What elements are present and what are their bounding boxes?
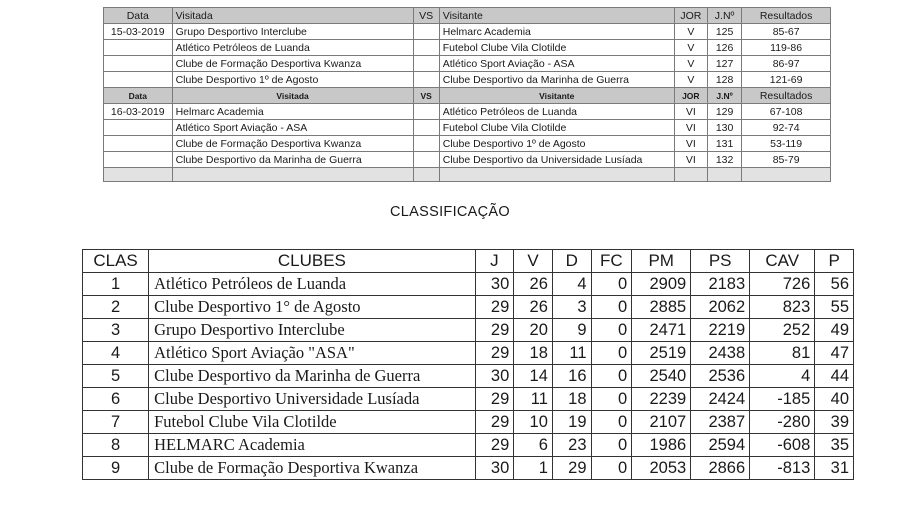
standing-club: HELMARC Academia <box>149 434 476 457</box>
standing-p: 35 <box>815 434 854 457</box>
header-d: D <box>552 250 591 273</box>
header-vs: VS <box>413 88 439 104</box>
game-result: 92-74 <box>742 120 831 136</box>
game-result: 86-97 <box>742 56 831 72</box>
header-visitante: Visitante <box>439 8 674 24</box>
game-away-team: Helmarc Academia <box>439 24 674 40</box>
standing-position: 2 <box>83 296 149 319</box>
standing-ps: 2219 <box>691 319 750 342</box>
game-round: VI <box>674 104 707 120</box>
game-vs-cell <box>413 120 439 136</box>
game-number: 127 <box>707 56 741 72</box>
standing-cav: -280 <box>750 411 815 434</box>
standing-p: 55 <box>815 296 854 319</box>
standing-j: 30 <box>475 365 514 388</box>
game-result: 119-86 <box>742 40 831 56</box>
standing-ps: 2062 <box>691 296 750 319</box>
standing-d: 29 <box>552 457 591 480</box>
game-number: 128 <box>707 72 741 88</box>
games-header-row <box>104 88 831 104</box>
filler-cell <box>674 168 707 182</box>
standing-pm: 2909 <box>632 273 691 296</box>
standing-club: Atlético Sport Aviação "ASA" <box>149 342 476 365</box>
standing-club: Clube Desportivo 1° de Agosto <box>149 296 476 319</box>
standings-row <box>83 342 854 365</box>
standing-pm: 1986 <box>632 434 691 457</box>
standing-cav: 726 <box>750 273 815 296</box>
standing-p: 31 <box>815 457 854 480</box>
standing-v: 6 <box>514 434 553 457</box>
game-vs-cell <box>413 56 439 72</box>
filler-cell <box>439 168 674 182</box>
game-number: 130 <box>707 120 741 136</box>
standings-row <box>83 273 854 296</box>
standing-d: 11 <box>552 342 591 365</box>
game-number: 129 <box>707 104 741 120</box>
standing-j: 29 <box>475 388 514 411</box>
header-pm: PM <box>632 250 691 273</box>
game-row <box>104 136 831 152</box>
game-round: V <box>674 72 707 88</box>
standing-p: 49 <box>815 319 854 342</box>
game-number: 132 <box>707 152 741 168</box>
games-table <box>103 7 831 182</box>
game-round: VI <box>674 152 707 168</box>
header-resultados: Resultados <box>742 8 831 24</box>
header-p: P <box>815 250 854 273</box>
game-vs-cell <box>413 152 439 168</box>
header-ps: PS <box>691 250 750 273</box>
standing-v: 10 <box>514 411 553 434</box>
game-row <box>104 152 831 168</box>
standing-cav: 823 <box>750 296 815 319</box>
game-row <box>104 120 831 136</box>
standing-v: 14 <box>514 365 553 388</box>
standing-position: 5 <box>83 365 149 388</box>
filler-cell <box>172 168 413 182</box>
standing-fc: 0 <box>591 457 632 480</box>
standing-v: 1 <box>514 457 553 480</box>
header-vs: VS <box>413 8 439 24</box>
standing-d: 18 <box>552 388 591 411</box>
standings-row <box>83 388 854 411</box>
standing-club: Atlético Petróleos de Luanda <box>149 273 476 296</box>
standing-pm: 2239 <box>632 388 691 411</box>
game-date <box>104 120 173 136</box>
standing-position: 6 <box>83 388 149 411</box>
game-number: 131 <box>707 136 741 152</box>
games-filler-row <box>104 168 831 182</box>
game-vs-cell <box>413 24 439 40</box>
standing-fc: 0 <box>591 365 632 388</box>
game-date: 16-03-2019 <box>104 104 173 120</box>
standing-ps: 2424 <box>691 388 750 411</box>
game-date <box>104 40 173 56</box>
standing-ps: 2387 <box>691 411 750 434</box>
game-home-team: Helmarc Academia <box>172 104 413 120</box>
standing-ps: 2594 <box>691 434 750 457</box>
game-number: 126 <box>707 40 741 56</box>
standing-pm: 2053 <box>632 457 691 480</box>
standing-p: 40 <box>815 388 854 411</box>
game-number: 125 <box>707 24 741 40</box>
standing-club: Grupo Desportivo Interclube <box>149 319 476 342</box>
standing-v: 26 <box>514 296 553 319</box>
game-round: VI <box>674 136 707 152</box>
standing-d: 9 <box>552 319 591 342</box>
standing-cav: -813 <box>750 457 815 480</box>
game-home-team: Clube de Formação Desportiva Kwanza <box>172 136 413 152</box>
game-home-team: Atlético Petróleos de Luanda <box>172 40 413 56</box>
game-home-team: Grupo Desportivo Interclube <box>172 24 413 40</box>
header-cav: CAV <box>750 250 815 273</box>
game-vs-cell <box>413 136 439 152</box>
standings-table <box>82 249 854 480</box>
standing-fc: 0 <box>591 411 632 434</box>
standing-pm: 2107 <box>632 411 691 434</box>
game-round: V <box>674 56 707 72</box>
standing-j: 30 <box>475 273 514 296</box>
standing-fc: 0 <box>591 273 632 296</box>
header-clubes: CLUBES <box>149 250 476 273</box>
standing-pm: 2540 <box>632 365 691 388</box>
game-date <box>104 152 173 168</box>
standing-d: 19 <box>552 411 591 434</box>
standing-fc: 0 <box>591 388 632 411</box>
standing-p: 39 <box>815 411 854 434</box>
standing-v: 20 <box>514 319 553 342</box>
standing-pm: 2519 <box>632 342 691 365</box>
standings-row <box>83 296 854 319</box>
game-home-team: Clube de Formação Desportiva Kwanza <box>172 56 413 72</box>
game-round: V <box>674 24 707 40</box>
game-date <box>104 72 173 88</box>
standing-pm: 2885 <box>632 296 691 319</box>
header-data: Data <box>104 88 173 104</box>
standing-club: Clube Desportivo Universidade Lusíada <box>149 388 476 411</box>
classification-title: CLASSIFICAÇÃO <box>390 204 510 220</box>
header-resultados: Resultados <box>742 88 831 104</box>
standing-d: 4 <box>552 273 591 296</box>
game-away-team: Futebol Clube Vila Clotilde <box>439 40 674 56</box>
game-away-team: Futebol Clube Vila Clotilde <box>439 120 674 136</box>
header-visitada: Visitada <box>172 8 413 24</box>
standing-position: 9 <box>83 457 149 480</box>
game-row <box>104 72 831 88</box>
standing-club: Clube Desportivo da Marinha de Guerra <box>149 365 476 388</box>
standings-row <box>83 411 854 434</box>
standings-row <box>83 365 854 388</box>
header-jor: JOR <box>674 88 707 104</box>
filler-cell <box>742 168 831 182</box>
game-away-team: Atlético Sport Aviação - ASA <box>439 56 674 72</box>
standing-v: 11 <box>514 388 553 411</box>
standing-fc: 0 <box>591 296 632 319</box>
filler-cell <box>707 168 741 182</box>
standing-cav: 252 <box>750 319 815 342</box>
header-jor: JOR <box>674 8 707 24</box>
game-vs-cell <box>413 40 439 56</box>
header-fc: FC <box>591 250 632 273</box>
standing-position: 1 <box>83 273 149 296</box>
header-visitada: Visitada <box>172 88 413 104</box>
standings-row <box>83 319 854 342</box>
game-row <box>104 56 831 72</box>
standing-cav: -608 <box>750 434 815 457</box>
standing-ps: 2866 <box>691 457 750 480</box>
game-row <box>104 40 831 56</box>
header-j: J <box>475 250 514 273</box>
header-v: V <box>514 250 553 273</box>
game-away-team: Clube Desportivo da Marinha de Guerra <box>439 72 674 88</box>
standing-position: 7 <box>83 411 149 434</box>
standing-position: 8 <box>83 434 149 457</box>
standing-club: Clube de Formação Desportiva Kwanza <box>149 457 476 480</box>
game-home-team: Atlético Sport Aviação - ASA <box>172 120 413 136</box>
standing-p: 47 <box>815 342 854 365</box>
standing-j: 29 <box>475 342 514 365</box>
game-row <box>104 24 831 40</box>
standing-fc: 0 <box>591 342 632 365</box>
standings-row <box>83 457 854 480</box>
standing-v: 26 <box>514 273 553 296</box>
standings-header-row <box>83 250 854 273</box>
filler-cell <box>413 168 439 182</box>
standing-d: 23 <box>552 434 591 457</box>
standing-ps: 2536 <box>691 365 750 388</box>
game-date <box>104 136 173 152</box>
game-home-team: Clube Desportivo da Marinha de Guerra <box>172 152 413 168</box>
standing-p: 44 <box>815 365 854 388</box>
standing-j: 30 <box>475 457 514 480</box>
filler-cell <box>104 168 173 182</box>
standing-fc: 0 <box>591 319 632 342</box>
standing-position: 3 <box>83 319 149 342</box>
game-away-team: Atlético Petróleos de Luanda <box>439 104 674 120</box>
standing-club: Futebol Clube Vila Clotilde <box>149 411 476 434</box>
game-vs-cell <box>413 72 439 88</box>
game-result: 85-67 <box>742 24 831 40</box>
game-date <box>104 56 173 72</box>
game-away-team: Clube Desportivo 1º de Agosto <box>439 136 674 152</box>
game-result: 121-69 <box>742 72 831 88</box>
standing-position: 4 <box>83 342 149 365</box>
standing-d: 3 <box>552 296 591 319</box>
standing-ps: 2438 <box>691 342 750 365</box>
game-round: VI <box>674 120 707 136</box>
game-result: 67-108 <box>742 104 831 120</box>
header-jn: J.Nº <box>707 88 741 104</box>
standing-pm: 2471 <box>632 319 691 342</box>
standing-fc: 0 <box>591 434 632 457</box>
header-data: Data <box>104 8 173 24</box>
header-jn: J.Nº <box>707 8 741 24</box>
standing-p: 56 <box>815 273 854 296</box>
header-visitante: Visitante <box>439 88 674 104</box>
standing-cav: 81 <box>750 342 815 365</box>
standing-cav: -185 <box>750 388 815 411</box>
game-date: 15-03-2019 <box>104 24 173 40</box>
game-row <box>104 104 831 120</box>
header-clas: CLAS <box>83 250 149 273</box>
game-away-team: Clube Desportivo da Universidade Lusíada <box>439 152 674 168</box>
game-vs-cell <box>413 104 439 120</box>
games-header-row <box>104 8 831 24</box>
standing-j: 29 <box>475 434 514 457</box>
game-round: V <box>674 40 707 56</box>
standing-v: 18 <box>514 342 553 365</box>
standing-j: 29 <box>475 411 514 434</box>
standing-j: 29 <box>475 296 514 319</box>
standing-j: 29 <box>475 319 514 342</box>
game-result: 85-79 <box>742 152 831 168</box>
standing-cav: 4 <box>750 365 815 388</box>
game-result: 53-119 <box>742 136 831 152</box>
standing-d: 16 <box>552 365 591 388</box>
game-home-team: Clube Desportivo 1º de Agosto <box>172 72 413 88</box>
standing-ps: 2183 <box>691 273 750 296</box>
standings-row <box>83 434 854 457</box>
